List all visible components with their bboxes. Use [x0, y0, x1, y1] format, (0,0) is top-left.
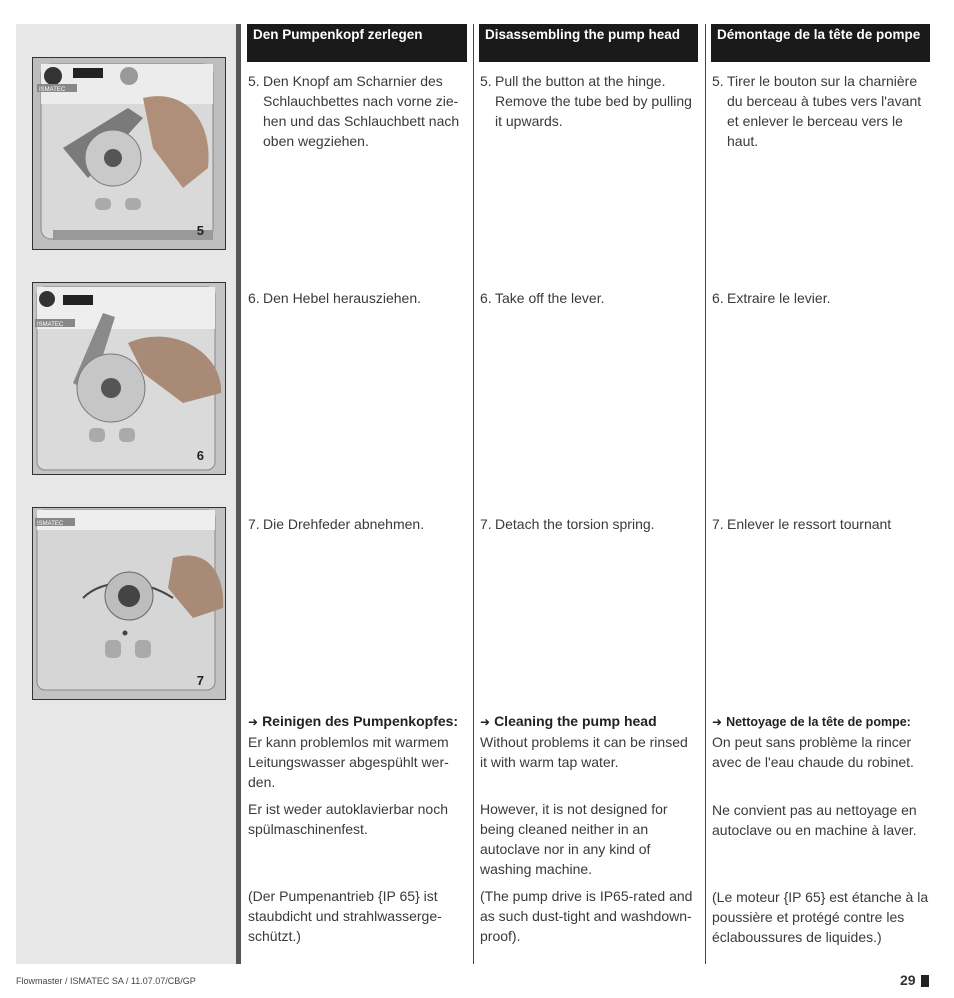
step-7-en: 7. Detach the torsion spring. — [480, 516, 655, 532]
arrow-icon: ➜ — [712, 715, 723, 729]
arrow-icon: ➜ — [248, 715, 259, 729]
page-marker — [921, 975, 929, 987]
cleaning-section-de — [248, 711, 466, 792]
figure-6-brand: ISMATEC — [37, 322, 64, 328]
cleaning-text-en: Without problems it can be rinsed it with warm tap water. — [480, 734, 688, 770]
rating-note-en: (The pump drive is IP65-rated and as such dust-tight and washdown-proof). — [480, 888, 693, 944]
step-5-en: 5. Pull the button at the hinge. Remove the tube bed by pulling it upwards. — [480, 73, 692, 129]
cleaning-section-en — [480, 711, 698, 772]
header-french: Démontage de la tête de pompe — [711, 24, 930, 62]
figure-7-brand: ISMATEC — [37, 521, 64, 527]
figure-6-photo — [32, 282, 226, 475]
step-7-fr: 7. Enlever le ressort tournant — [712, 516, 892, 532]
step-6-fr: 6. Extraire le levier. — [712, 290, 831, 306]
autoclave-note-fr: Ne convient pas au nettoyage en autoclave ou en machine à laver. — [712, 802, 917, 838]
step-5-fr: 5. Tirer le bouton sur la charnière du berceau à tubes vers l'avant et enlever le berceau vers le haut. — [712, 73, 922, 149]
cleaning-text-de: Er kann problemlos mit warmem Leitungswasser abgespühlt wer-den. — [248, 734, 449, 790]
figure-5-photo — [32, 57, 226, 250]
sidebar-divider — [236, 24, 241, 964]
cleaning-title-de: ➜ Reinigen des Pumpenkopfes: — [248, 713, 459, 729]
figure-5-brand: ISMATEC — [39, 87, 66, 93]
figure-7-photo — [32, 507, 226, 700]
step-5-de: 5. Den Knopf am Scharnier des Schlauchbettes nach vorne zie-hen und das Schlauchbett nach oben wegziehen. — [248, 73, 460, 149]
cleaning-section-fr — [712, 712, 930, 772]
rating-note-fr: (Le moteur {IP 65} est étanche à la poussière et protégé contre les éclaboussures de liquides.) — [712, 889, 929, 945]
column-divider — [705, 24, 706, 964]
header-english: Disassembling the pump head — [479, 24, 698, 62]
column-divider — [473, 24, 474, 964]
cleaning-title-en: ➜ Cleaning the pump head — [480, 713, 657, 729]
cleaning-text-fr: On peut sans problème la rincer avec de l'eau chaude du robinet. — [712, 734, 914, 770]
figure-7-number: 7 — [196, 673, 204, 688]
cleaning-title-fr: ➜ Nettoyage de la tête de pompe: — [712, 715, 911, 729]
page-number: 29 — [900, 972, 916, 988]
step-7-de: 7. Die Drehfeder abnehmen. — [248, 516, 425, 532]
header-german: Den Pumpenkopf zerlegen — [247, 24, 467, 62]
rating-note-de: (Der Pumpenantrieb {IP 65} ist staubdicht und strahlwasserge-schützt.) — [248, 888, 442, 944]
autoclave-note-en: However, it is not designed for being cleaned neither in an autoclave nor in any kind of washing machine. — [480, 801, 668, 877]
step-6-de: 6. Den Hebel herausziehen. — [248, 290, 421, 306]
figure-6-number: 6 — [196, 448, 204, 463]
autoclave-note-de: Er ist weder autoklavierbar noch spülmaschinenfest. — [248, 801, 448, 837]
arrow-icon: ➜ — [480, 715, 491, 729]
figure-5-number: 5 — [196, 223, 204, 238]
step-6-en: 6. Take off the lever. — [480, 290, 605, 306]
footer-document-reference: Flowmaster / ISMATEC SA / 11.07.07/CB/GP — [16, 976, 196, 986]
